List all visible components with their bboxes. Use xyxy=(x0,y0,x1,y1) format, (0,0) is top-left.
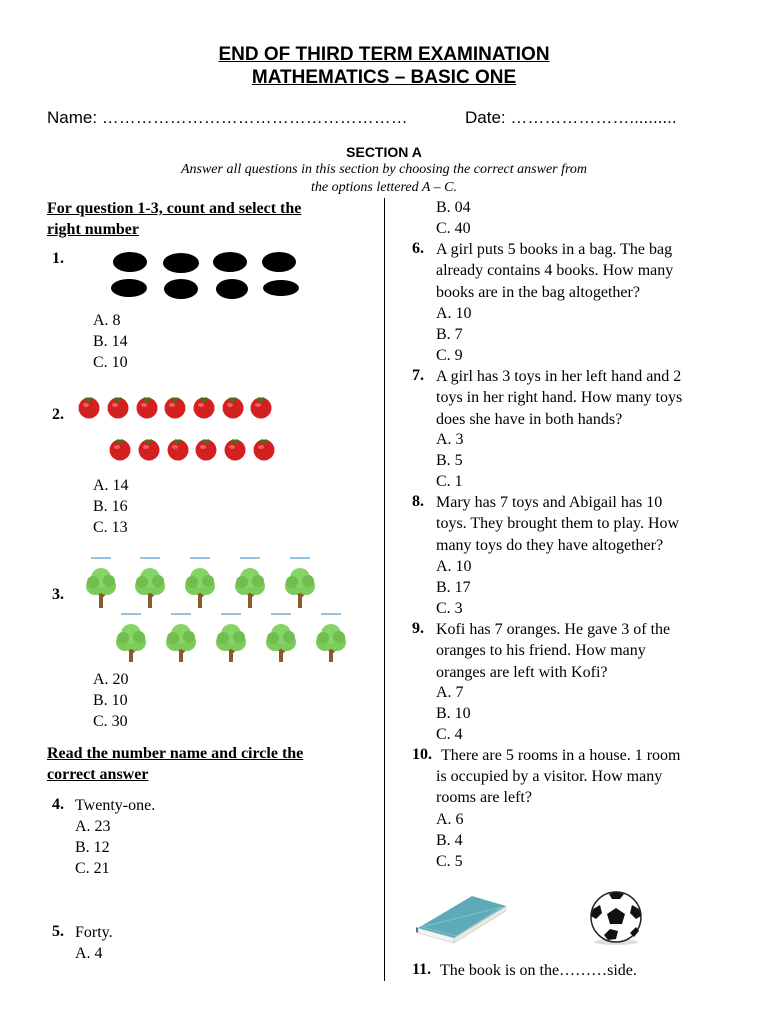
options-q7 xyxy=(436,429,464,492)
option[interactable]: B. 7 xyxy=(436,326,463,343)
options-q1 xyxy=(93,310,128,373)
tree-icon xyxy=(285,558,315,608)
option[interactable]: C. 1 xyxy=(436,473,463,490)
option[interactable]: A. 4 xyxy=(75,945,103,962)
options-q3 xyxy=(93,669,129,732)
question-text: Forty. xyxy=(75,924,113,941)
option[interactable]: C. 9 xyxy=(436,347,463,364)
subject-title: MATHEMATICS – BASIC ONE xyxy=(251,67,517,88)
option[interactable]: B. 5 xyxy=(436,452,463,469)
soccer-ball-icon xyxy=(582,891,650,947)
question-text: Twenty-one. xyxy=(75,797,156,814)
question-text: There are 5 rooms in a house. 1 room xyxy=(441,747,681,764)
tomato-icon xyxy=(110,439,131,461)
tree-icon xyxy=(185,558,215,608)
date-field: Date: ………………….......... xyxy=(465,108,677,127)
option[interactable]: B. 04 xyxy=(436,199,471,216)
question-text: The book is on the………side. xyxy=(440,962,637,979)
question-text: Mary has 7 toys and Abigail has 10 toys. They brought them to play. How many toys do they have altogether? xyxy=(436,494,680,554)
heading-count: For question 1-3, count and select the xyxy=(47,200,302,217)
options-q5-continued xyxy=(436,197,471,239)
question-text: A girl puts 5 books in a bag. The bag already contains 4 books. How many books are in the bag altogether? xyxy=(436,241,674,301)
option[interactable]: C. 30 xyxy=(93,713,128,730)
tomato-icon xyxy=(196,439,217,461)
question-number: 6. xyxy=(412,240,424,257)
tomato-group xyxy=(76,394,280,464)
question-number: 2. xyxy=(52,406,64,423)
heading-number-name-line2: correct answer xyxy=(47,766,149,783)
tomato-icon xyxy=(165,397,186,419)
tomato-icon xyxy=(254,439,275,461)
tomato-icon xyxy=(251,397,272,419)
option[interactable]: C. 10 xyxy=(93,354,128,371)
options-q5 xyxy=(75,943,103,964)
tomato-icon xyxy=(223,397,244,419)
exam-title: END OF THIRD TERM EXAMINATION xyxy=(218,44,550,65)
options-q2 xyxy=(93,475,129,538)
option[interactable]: A. 23 xyxy=(75,818,111,835)
option[interactable]: A. 8 xyxy=(93,312,121,329)
question-number: 11. xyxy=(412,961,432,978)
question-number: 3. xyxy=(52,586,64,603)
option[interactable]: A. 6 xyxy=(436,811,464,828)
book-icon xyxy=(414,888,510,944)
option[interactable]: C. 40 xyxy=(436,220,471,237)
options-q9 xyxy=(436,682,471,745)
name-field: Name: ……………………………………………… xyxy=(47,108,408,127)
question-number: 4. xyxy=(52,796,64,813)
black-oval-icon xyxy=(216,279,248,299)
option[interactable]: A. 14 xyxy=(93,477,129,494)
option[interactable]: B. 14 xyxy=(93,333,128,350)
option[interactable]: B. 12 xyxy=(75,839,110,856)
question-number: 7. xyxy=(412,367,424,384)
black-oval-icon xyxy=(113,252,147,272)
tomato-icon xyxy=(225,439,246,461)
tree-group xyxy=(74,556,354,662)
black-oval-icon xyxy=(164,279,198,299)
question-text: A girl has 3 toys in her left hand and 2 toys in her right hand. How many toys does she have in both hands? xyxy=(436,368,683,428)
black-oval-icon xyxy=(111,279,147,297)
tree-icon xyxy=(86,558,116,608)
option[interactable]: A. 3 xyxy=(436,431,464,448)
options-q10 xyxy=(436,809,464,872)
oval-group xyxy=(108,248,304,302)
option[interactable]: C. 3 xyxy=(436,600,463,617)
question-number: 10. xyxy=(412,746,432,763)
tomato-icon xyxy=(137,397,158,419)
question-text-continued: is occupied by a visitor. How many rooms are left? xyxy=(436,768,663,807)
tomato-icon xyxy=(108,397,129,419)
question-number: 5. xyxy=(52,923,64,940)
black-oval-icon xyxy=(263,280,299,296)
option[interactable]: B. 10 xyxy=(93,692,128,709)
column-divider xyxy=(384,198,385,981)
tree-icon xyxy=(216,614,246,662)
option[interactable]: B. 4 xyxy=(436,832,463,849)
option[interactable]: C. 21 xyxy=(75,860,110,877)
tomato-icon xyxy=(168,439,189,461)
tomato-icon xyxy=(79,397,100,419)
option[interactable]: A. 10 xyxy=(436,558,472,575)
tree-icon xyxy=(266,614,296,662)
option[interactable]: C. 4 xyxy=(436,726,463,743)
tree-icon xyxy=(316,614,346,662)
black-oval-icon xyxy=(163,253,199,273)
option[interactable]: B. 16 xyxy=(93,498,128,515)
options-q8 xyxy=(436,556,472,619)
option[interactable]: C. 5 xyxy=(436,853,463,870)
tomato-icon xyxy=(139,439,160,461)
heading-number-name: Read the number name and circle the xyxy=(47,745,304,762)
black-oval-icon xyxy=(213,252,247,272)
option[interactable]: B. 10 xyxy=(436,705,471,722)
black-oval-icon xyxy=(262,252,296,272)
tree-icon xyxy=(135,558,165,608)
section-title: SECTION A xyxy=(346,144,422,160)
tree-icon xyxy=(235,558,265,608)
options-q6 xyxy=(436,303,472,366)
instruction-line-1: Answer all questions in this section by choosing the correct answer from xyxy=(180,162,588,177)
instruction-line-2: the options lettered A – C. xyxy=(311,180,457,195)
option[interactable]: B. 17 xyxy=(436,579,471,596)
options-q4 xyxy=(75,816,111,879)
tomato-icon xyxy=(194,397,215,419)
tree-icon xyxy=(116,614,146,662)
tree-icon xyxy=(166,614,196,662)
question-number: 1. xyxy=(52,250,64,267)
question-number: 9. xyxy=(412,620,424,637)
question-text: Kofi has 7 oranges. He gave 3 of the oranges to his friend. How many oranges are left with Kofi? xyxy=(436,621,671,681)
question-number: 8. xyxy=(412,493,424,510)
option[interactable]: A. 10 xyxy=(436,305,472,322)
heading-count-line2: right number xyxy=(47,221,139,238)
option[interactable]: C. 13 xyxy=(93,519,128,536)
option[interactable]: A. 20 xyxy=(93,671,129,688)
option[interactable]: A. 7 xyxy=(436,684,464,701)
